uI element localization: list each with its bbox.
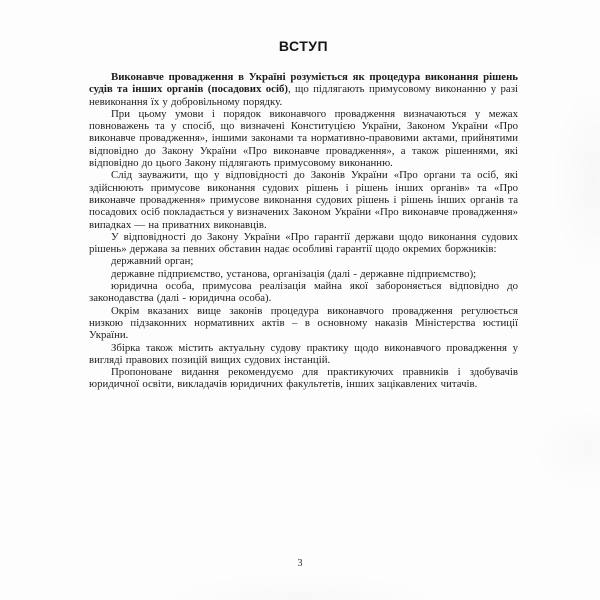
paragraph-intro-bold-lead: Виконавче провадження в Україні розуміється як процедура виконання рішень судів та інших органів (посадових осіб) [89, 71, 518, 96]
paragraph-intro [89, 71, 518, 108]
paragraph-note: Слід зауважити, що у відповідності до Законів України «Про органи та осіб, які здійснюють примусове виконання судових рішень і рішень інших органів» та «Про виконавче провадження» примусове виконання судових рішень і рішень інших органів та посадових осіб покладається у визначених Законом України «Про виконавче провадження» випадках — на приватних виконавців. [89, 169, 518, 231]
paragraph-guarantees: У відповідності до Закону України «Про гарантії держави щодо виконання судових рішень» держава за певних обставин надає особливі гарантії щодо окремих боржників: [89, 230, 518, 256]
paragraph-conditions: При цьому умови і порядок виконавчого провадження визначаються у межах повноважень та у спосіб, що визначені Конституцією України, Законом України «Про виконавче провадження», іншими законами та нормативно-правовими актами, прийнятими відповідно до Закону України «Про виконавче провадження», а також рішеннями, які відповідно до цього Закону підлягають примусовому виконанню. [89, 107, 518, 170]
paragraph-court-practice: Збірка також містить актуальну судову практику щодо виконавчого провадження у вигляді правових позицій вищих судових інстанцій. [89, 341, 518, 366]
page-title: ВСТУП [278, 38, 329, 54]
list-item-legal-entity: юридична особа, примусова реалізація майна якої забороняється відповідно до законодавства (далі - юридична особа). [89, 280, 518, 305]
paragraph-bylaws: Окрім вказаних вище законів процедура виконавчого провадження регулюється низкою підзаконних нормативних актів – в основному наказів Міністерства юстиції України. [89, 304, 518, 342]
text-block [89, 38, 518, 391]
list-item-state-body: державний орган; [111, 255, 194, 268]
list-item-state-enterprise: державне підприємство, установа, організація (далі - державне підприємство); [111, 267, 477, 280]
page-number: 3 [297, 558, 303, 569]
paragraph-intro-rest: , що підлягають примусовому виконанню у разі невиконання їх у добровільному порядку. [89, 83, 518, 108]
paragraph-recommendation: Пропоноване видання рекомендуємо для практикуючих правників і здобувачів юридичної освіти, викладачів юридичних факультетів, інших зацікавлених читачів. [89, 366, 518, 391]
